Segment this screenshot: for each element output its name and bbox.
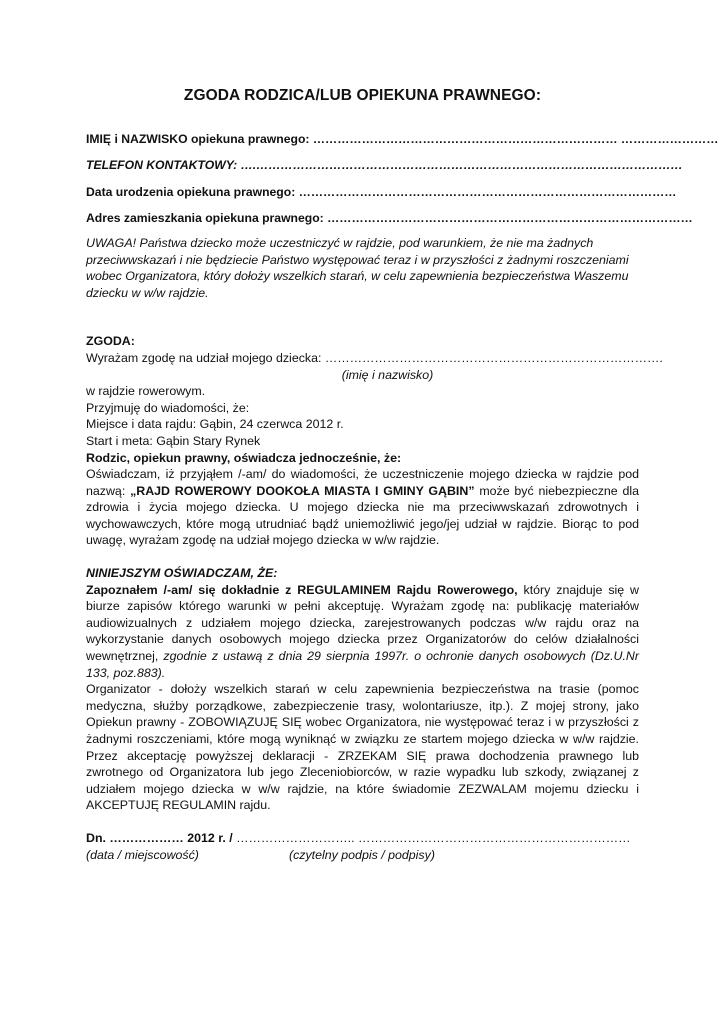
consent-form-page — [86, 82, 719, 863]
statement-paragraph-1 — [86, 582, 639, 682]
date-place-caption: (data / miejscowość) — [86, 847, 199, 862]
signature-line — [86, 830, 639, 847]
regulations-intro: Zapoznałem /-am/ się dokładnie z REGULAMINEM Rajdu Rowerowego, — [86, 582, 518, 597]
consent-heading: ZGODA: — [86, 334, 135, 349]
rally-place-date: Miejsce i data rajdu: Gąbin, 24 czerwca 2012 r. — [86, 417, 344, 432]
birth-date-field: Data urodzenia opiekuna prawnego: ………………………………………………………………………………… — [86, 184, 677, 199]
rally-name: „RAJD ROWEROWY DOOKOŁA MIASTA I GMINY GĄBIN” — [130, 483, 475, 498]
address-field: Adres zamieszkania opiekuna prawnego: ……………………………………………………………………………… — [86, 211, 693, 226]
data-protection-reference: zgodnie z ustawą z dnia 29 sierpnia 1997r. o ochronie danych osobowych (Dz.U.Nr 133, poz.883). — [86, 649, 639, 680]
consent-line-acknowledge: Przyjmuję do wiadomości, że: — [86, 400, 250, 415]
declaration-heading: Rodzic, opiekun prawny, oświadcza jednocześnie, że: — [86, 450, 402, 465]
rally-start-finish: Start i meta: Gąbin Stary Rynek — [86, 433, 261, 448]
warning-note: UWAGA! Państwa dziecko może uczestniczyć w rajdzie, pod warunkiem, że nie ma żadnych przeciwwskazań i nie będziecie Państwo występować teraz i w przyszłości z żadnymi roszczeniami wobec Organizatora, który dołoży wszelkich starań, w celu zapewnienia bezpieczeństwa Waszemu dziecku w w/w rajdzie. — [86, 235, 629, 300]
consent-child-line: Wyrażam zgodę na udział mojego dziecka: ………………………………………………………………………. — [86, 350, 663, 365]
declaration-text-1: Oświadczam, iż przyjąłem /-am/ do wiadomości, że uczestniczenie mojego dziecka w rajdzie pod nazwą: — [86, 467, 639, 498]
name-caption: (imię i nazwisko) — [341, 367, 434, 382]
statement-heading: NINIEJSZYM OŚWIADCZAM, ŻE: — [86, 566, 278, 581]
signature-captions — [86, 847, 639, 864]
guardian-name-field: IMIĘ i NAZWISKO opiekuna prawnego: ………………………………………………………………… …………………… — [86, 131, 719, 146]
phone-field: TELEFON KONTAKTOWY: ….…………………………………………………………………………………………… — [86, 158, 683, 173]
signature-dots: ……………………….. ………………………………………………………… — [232, 830, 631, 845]
consent-line-rally: w rajdzie rowerowym. — [86, 384, 206, 399]
statement-text-1: który znajduje się w biurze zapisów którego warunki w pełni akceptuję. Wyrażam zgodę na: publikację materiałów audiowizualnych z udziałem mojego dziecka, zarejestrowanych podczas w/w rajdu oraz na wykorzystanie danych osobowych mojego dziecka przez Organizatorów do celów działalności wewnętrznej, — [86, 582, 639, 664]
statement-paragraph-2: Organizator - dołoży wszelkich starań w celu zapewnienia bezpieczeństwa na trasie (pomoc medyczna, służby porządkowe, zabezpieczenie trasy, wolontariusze, itp.). Z mojej strony, jako Opiekun prawny - ZOBOWIĄZUJĘ SIĘ wobec Organizatora, nie występować teraz i w przyszłości z żadnymi roszczeniami, które mogą wyniknąć w związku ze startem mojego dziecka w w/w rajdzie. Przez akceptację powyższej deklaracji - ZRZEKAM SIĘ prawa dochodzenia prawnego lub zwrotnego od Organizatora lub jego Zleceniobiorców, w razie wypadku lub szkody, związanej z udziałem mojego dziecka w w/w rajdzie, na które świadomie ZEZWALAM mojemu dziecku i AKCEPTUJĘ REGULAMIN rajdu. — [86, 682, 639, 813]
signature-caption: (czytelny podpis / podpisy) — [288, 847, 435, 862]
date-prefix: Dn. ……………… 2012 r. / — [86, 830, 233, 845]
declaration-text-2: może być niebezpieczne dla zdrowia i życia mojego dziecka. U mojego dziecka nie ma przeciwwskazań zdrowotnych i wychowawczych, które mogą utrudniać bądź uniemożliwić jego/jej udział w rajdzie. Biorąc to pod uwagę, wyrażam zgodę na udział mojego dziecka w w/w rajdzie. — [86, 483, 640, 548]
declaration-paragraph — [86, 466, 639, 549]
document-title: ZGODA RODZICA/LUB OPIEKUNA PRAWNEGO: — [183, 87, 542, 104]
